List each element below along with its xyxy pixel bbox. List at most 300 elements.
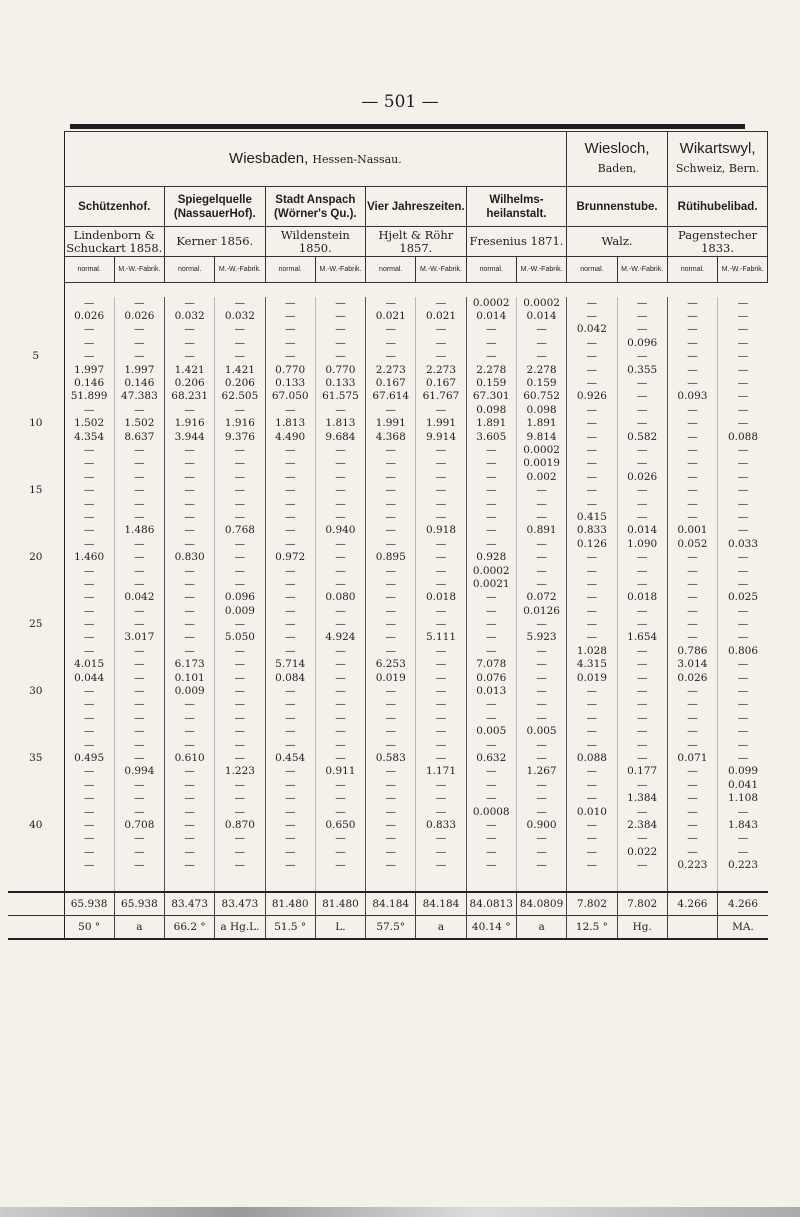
data-cell: —: [366, 685, 416, 698]
data-cell: —: [366, 645, 416, 658]
data-cell: —: [265, 698, 315, 711]
data-cell: —: [416, 752, 466, 765]
data-cell: —: [617, 310, 667, 323]
total-cell: 81.480: [315, 892, 365, 916]
data-cell: —: [265, 859, 315, 872]
data-cell: 0.042: [114, 591, 164, 604]
line-number: [8, 564, 64, 577]
data-cell: —: [215, 484, 265, 497]
data-cell: —: [567, 337, 617, 350]
station-name: Rütihubelibad.: [667, 187, 768, 227]
data-cell: —: [315, 752, 365, 765]
data-cell: 1.090: [617, 538, 667, 551]
line-number: [8, 363, 64, 376]
line-number: [8, 430, 64, 443]
data-cell: —: [718, 618, 768, 631]
data-cell: —: [567, 779, 617, 792]
data-cell: —: [114, 846, 164, 859]
data-cell: —: [114, 752, 164, 765]
data-cell: —: [567, 685, 617, 698]
line-number: [8, 538, 64, 551]
page-number: — 501 —: [361, 92, 439, 112]
line-number: [8, 457, 64, 470]
data-cell: —: [165, 564, 215, 577]
data-cell: —: [114, 859, 164, 872]
data-cell: —: [366, 698, 416, 711]
line-number: [8, 404, 64, 417]
data-cell: —: [114, 323, 164, 336]
data-cell: —: [265, 323, 315, 336]
data-cell: —: [265, 578, 315, 591]
data-cell: 0.146: [114, 377, 164, 390]
data-cell: 2.384: [617, 819, 667, 832]
wikartswyl-region: Schweiz, Bern.: [675, 162, 760, 175]
data-cell: 3.605: [466, 430, 516, 443]
table-row: [8, 377, 768, 390]
data-cell: —: [64, 779, 114, 792]
data-cell: —: [215, 658, 265, 671]
line-number: [8, 671, 64, 684]
data-cell: —: [165, 404, 215, 417]
temp-cell: MA.: [718, 916, 768, 940]
data-cell: —: [617, 698, 667, 711]
data-cell: 0.084: [265, 671, 315, 684]
temp-cell: 51.5 °: [265, 916, 315, 940]
total-cell: 83.473: [165, 892, 215, 916]
data-cell: —: [718, 671, 768, 684]
total-cell: 4.266: [667, 892, 717, 916]
data-cell: 0.768: [215, 524, 265, 537]
data-cell: —: [567, 310, 617, 323]
data-cell: —: [366, 471, 416, 484]
data-cell: 0.101: [165, 671, 215, 684]
spacer-cell: [416, 872, 466, 892]
data-cell: 0.0002: [516, 444, 566, 457]
data-cell: —: [667, 846, 717, 859]
col-fabrik: M.-W.-Fabrik.: [416, 257, 466, 283]
data-cell: —: [567, 604, 617, 617]
data-cell: —: [64, 404, 114, 417]
total-cell: 81.480: [265, 892, 315, 916]
data-cell: —: [165, 765, 215, 778]
data-cell: —: [114, 685, 164, 698]
data-cell: —: [114, 337, 164, 350]
data-cell: —: [315, 846, 365, 859]
data-cell: —: [416, 779, 466, 792]
data-cell: 9.684: [315, 430, 365, 443]
table-row: [8, 471, 768, 484]
data-cell: —: [215, 805, 265, 818]
data-cell: 0.0002: [466, 297, 516, 310]
data-cell: —: [64, 712, 114, 725]
data-cell: —: [64, 350, 114, 363]
data-cell: —: [165, 846, 215, 859]
data-cell: —: [366, 832, 416, 845]
wikartswyl-title: Wikartswyl,: [679, 140, 756, 157]
spacer-row: [64, 283, 768, 297]
spacer-cell: [265, 872, 315, 892]
table-row: [8, 698, 768, 711]
temp-cell: Hg.: [617, 916, 667, 940]
col-normal: normal.: [64, 257, 114, 283]
data-cell: 1.223: [215, 765, 265, 778]
data-cell: —: [718, 752, 768, 765]
data-cell: 0.032: [215, 310, 265, 323]
data-cell: 4.354: [64, 430, 114, 443]
data-cell: —: [667, 497, 717, 510]
data-cell: —: [165, 738, 215, 751]
group-header-wikartswyl: [667, 132, 768, 187]
data-cell: —: [265, 337, 315, 350]
table-row: [8, 779, 768, 792]
data-cell: 0.582: [617, 430, 667, 443]
data-cell: —: [466, 832, 516, 845]
data-cell: —: [315, 832, 365, 845]
data-cell: 1.916: [165, 417, 215, 430]
data-cell: —: [215, 725, 265, 738]
temp-cell: 40.14 °: [466, 916, 516, 940]
table-row: [8, 846, 768, 859]
data-cell: —: [516, 698, 566, 711]
line-number: [8, 524, 64, 537]
data-cell: 67.301: [466, 390, 516, 403]
data-cell: 2.273: [416, 363, 466, 376]
data-cell: —: [416, 564, 466, 577]
data-cell: —: [416, 618, 466, 631]
temp-cell: a: [416, 916, 466, 940]
data-cell: —: [215, 846, 265, 859]
data-cell: —: [265, 631, 315, 644]
data-cell: —: [718, 805, 768, 818]
data-cell: —: [265, 511, 315, 524]
table-row: [8, 337, 768, 350]
data-cell: —: [617, 685, 667, 698]
data-cell: —: [315, 337, 365, 350]
data-cell: 60.752: [516, 390, 566, 403]
spacer-cell: [165, 872, 215, 892]
data-cell: 6.173: [165, 658, 215, 671]
data-cell: —: [265, 765, 315, 778]
data-cell: —: [667, 725, 717, 738]
data-cell: —: [114, 671, 164, 684]
data-cell: —: [114, 712, 164, 725]
totals-row: [8, 892, 768, 916]
data-cell: —: [617, 457, 667, 470]
data-cell: 0.177: [617, 765, 667, 778]
data-cell: —: [165, 859, 215, 872]
data-cell: —: [265, 457, 315, 470]
data-cell: —: [165, 471, 215, 484]
data-cell: —: [567, 846, 617, 859]
data-cell: 0.042: [567, 323, 617, 336]
data-cell: —: [114, 471, 164, 484]
data-cell: —: [567, 578, 617, 591]
spacer-cell: [516, 872, 566, 892]
data-cell: —: [567, 430, 617, 443]
data-cell: —: [64, 591, 114, 604]
data-cell: 0.833: [416, 819, 466, 832]
data-cell: —: [215, 297, 265, 310]
data-cell: 0.895: [366, 551, 416, 564]
data-cell: —: [215, 350, 265, 363]
station-name: Wilhelms-heilanstalt.: [466, 187, 567, 227]
data-cell: —: [315, 578, 365, 591]
data-cell: —: [567, 484, 617, 497]
data-cell: —: [366, 779, 416, 792]
data-cell: —: [366, 457, 416, 470]
data-cell: —: [567, 404, 617, 417]
spacer-cell: [8, 283, 64, 297]
station-name: Stadt Anspach (Wörner's Qu.).: [265, 187, 366, 227]
data-cell: —: [567, 765, 617, 778]
data-cell: —: [215, 457, 265, 470]
data-cell: 5.714: [265, 658, 315, 671]
data-cell: —: [215, 738, 265, 751]
data-cell: —: [366, 578, 416, 591]
data-cell: —: [718, 337, 768, 350]
group-header-wiesbaden: [64, 132, 567, 187]
data-cell: 0.206: [215, 377, 265, 390]
data-cell: —: [265, 685, 315, 698]
data-cell: —: [667, 484, 717, 497]
data-cell: 0.072: [516, 591, 566, 604]
data-cell: —: [667, 765, 717, 778]
data-cell: —: [64, 725, 114, 738]
data-cell: —: [64, 685, 114, 698]
table-row: [8, 645, 768, 658]
wiesloch-title: Wiesloch,: [584, 140, 650, 157]
data-cell: —: [416, 604, 466, 617]
wiesloch-region: Baden,: [597, 162, 637, 175]
data-cell: —: [617, 551, 667, 564]
data-cell: —: [215, 698, 265, 711]
col-fabrik: M.-W.-Fabrik.: [114, 257, 164, 283]
data-cell: —: [64, 618, 114, 631]
data-cell: 0.786: [667, 645, 717, 658]
temp-label-cell: [8, 916, 64, 940]
data-cell: —: [567, 725, 617, 738]
data-cell: —: [265, 310, 315, 323]
data-cell: 0.009: [165, 685, 215, 698]
table-row: [8, 671, 768, 684]
data-cell: 0.806: [718, 645, 768, 658]
data-cell: —: [516, 538, 566, 551]
data-cell: —: [667, 578, 717, 591]
data-cell: —: [165, 350, 215, 363]
data-cell: 0.014: [617, 524, 667, 537]
col-normal: normal.: [567, 257, 617, 283]
data-cell: —: [114, 511, 164, 524]
data-cell: —: [64, 805, 114, 818]
data-cell: —: [667, 350, 717, 363]
data-cell: 1.028: [567, 645, 617, 658]
data-cell: —: [315, 323, 365, 336]
data-cell: —: [165, 524, 215, 537]
data-cell: 0.708: [114, 819, 164, 832]
line-number: [8, 377, 64, 390]
data-cell: —: [718, 323, 768, 336]
data-cell: —: [617, 497, 667, 510]
data-cell: —: [366, 819, 416, 832]
spacer-cell: [215, 872, 265, 892]
data-cell: 0.033: [718, 538, 768, 551]
table-row: [8, 765, 768, 778]
data-cell: 0.005: [516, 725, 566, 738]
line-number: [8, 832, 64, 845]
data-cell: —: [265, 471, 315, 484]
spacer-cell: [667, 872, 717, 892]
data-cell: 0.014: [466, 310, 516, 323]
data-cell: —: [617, 832, 667, 845]
data-cell: 0.133: [265, 377, 315, 390]
data-cell: 1.891: [466, 417, 516, 430]
table-row: [8, 404, 768, 417]
data-cell: —: [165, 805, 215, 818]
data-cell: —: [667, 698, 717, 711]
data-cell: —: [315, 792, 365, 805]
data-cell: —: [667, 363, 717, 376]
data-cell: —: [64, 511, 114, 524]
data-cell: 4.368: [366, 430, 416, 443]
data-cell: —: [617, 578, 667, 591]
data-cell: 1.384: [617, 792, 667, 805]
data-cell: —: [416, 685, 466, 698]
data-cell: 0.0126: [516, 604, 566, 617]
table-row: [8, 497, 768, 510]
data-cell: 0.133: [315, 377, 365, 390]
scan-edge: [0, 1207, 800, 1217]
data-cell: —: [165, 832, 215, 845]
data-cell: —: [416, 738, 466, 751]
data-cell: 0.918: [416, 524, 466, 537]
data-cell: 9.914: [416, 430, 466, 443]
data-cell: —: [516, 645, 566, 658]
col-fabrik: M.-W.-Fabrik.: [617, 257, 667, 283]
data-cell: —: [718, 551, 768, 564]
line-number: [8, 511, 64, 524]
data-cell: —: [466, 859, 516, 872]
station-author: Kerner 1856.: [165, 227, 266, 257]
data-cell: —: [366, 792, 416, 805]
data-cell: —: [215, 618, 265, 631]
data-cell: —: [516, 350, 566, 363]
data-cell: 1.843: [718, 819, 768, 832]
data-cell: 1.813: [265, 417, 315, 430]
data-cell: 0.080: [315, 591, 365, 604]
data-cell: 0.098: [516, 404, 566, 417]
data-cell: —: [667, 297, 717, 310]
line-number: [8, 297, 64, 310]
data-cell: 1.108: [718, 792, 768, 805]
data-cell: 2.278: [516, 363, 566, 376]
data-cell: —: [366, 497, 416, 510]
data-cell: —: [516, 564, 566, 577]
data-cell: 1.421: [215, 363, 265, 376]
analysis-table: [8, 131, 768, 940]
data-cell: —: [718, 725, 768, 738]
station-author: Wildenstein 1850.: [265, 227, 366, 257]
data-cell: —: [466, 484, 516, 497]
data-cell: —: [617, 604, 667, 617]
data-cell: 0.041: [718, 779, 768, 792]
data-cell: 9.814: [516, 430, 566, 443]
data-cell: —: [315, 604, 365, 617]
table-row: [8, 297, 768, 310]
data-cell: —: [718, 631, 768, 644]
data-cell: 8.637: [114, 430, 164, 443]
data-cell: —: [718, 377, 768, 390]
data-cell: 0.013: [466, 685, 516, 698]
data-cell: —: [416, 698, 466, 711]
data-cell: —: [366, 297, 416, 310]
data-cell: —: [718, 524, 768, 537]
table-row: [8, 564, 768, 577]
data-cell: —: [466, 497, 516, 510]
data-cell: 0.018: [416, 591, 466, 604]
data-cell: 1.654: [617, 631, 667, 644]
data-cell: —: [416, 792, 466, 805]
data-cell: —: [315, 618, 365, 631]
data-cell: —: [315, 712, 365, 725]
data-cell: 0.009: [215, 604, 265, 617]
data-cell: —: [567, 591, 617, 604]
data-cell: —: [617, 564, 667, 577]
data-cell: —: [165, 497, 215, 510]
data-cell: —: [366, 725, 416, 738]
station-corner: [8, 187, 64, 227]
line-number: 20: [8, 551, 64, 564]
data-cell: 0.206: [165, 377, 215, 390]
data-cell: —: [215, 752, 265, 765]
data-cell: —: [64, 444, 114, 457]
total-cell: 84.0813: [466, 892, 516, 916]
data-cell: —: [416, 725, 466, 738]
data-cell: —: [567, 417, 617, 430]
data-cell: —: [416, 712, 466, 725]
line-number: [8, 390, 64, 403]
data-cell: —: [718, 471, 768, 484]
data-cell: —: [315, 404, 365, 417]
data-cell: —: [165, 698, 215, 711]
line-number: 5: [8, 350, 64, 363]
data-cell: —: [114, 444, 164, 457]
data-cell: —: [718, 578, 768, 591]
data-cell: —: [567, 497, 617, 510]
data-cell: —: [366, 805, 416, 818]
data-cell: 1.421: [165, 363, 215, 376]
temp-cell: a: [516, 916, 566, 940]
data-cell: 1.891: [516, 417, 566, 430]
data-cell: —: [64, 765, 114, 778]
data-cell: —: [114, 779, 164, 792]
table-row: [8, 792, 768, 805]
data-cell: 7.078: [466, 658, 516, 671]
data-cell: 0.071: [667, 752, 717, 765]
data-cell: 1.171: [416, 765, 466, 778]
data-cell: —: [265, 591, 315, 604]
data-cell: 2.278: [466, 363, 516, 376]
data-cell: —: [667, 551, 717, 564]
data-cell: 5.050: [215, 631, 265, 644]
table-row: [8, 390, 768, 403]
data-cell: —: [366, 323, 416, 336]
data-cell: —: [315, 511, 365, 524]
data-cell: —: [567, 551, 617, 564]
data-cell: 0.022: [617, 846, 667, 859]
data-cell: —: [466, 792, 516, 805]
data-cell: —: [516, 712, 566, 725]
data-cell: —: [466, 645, 516, 658]
